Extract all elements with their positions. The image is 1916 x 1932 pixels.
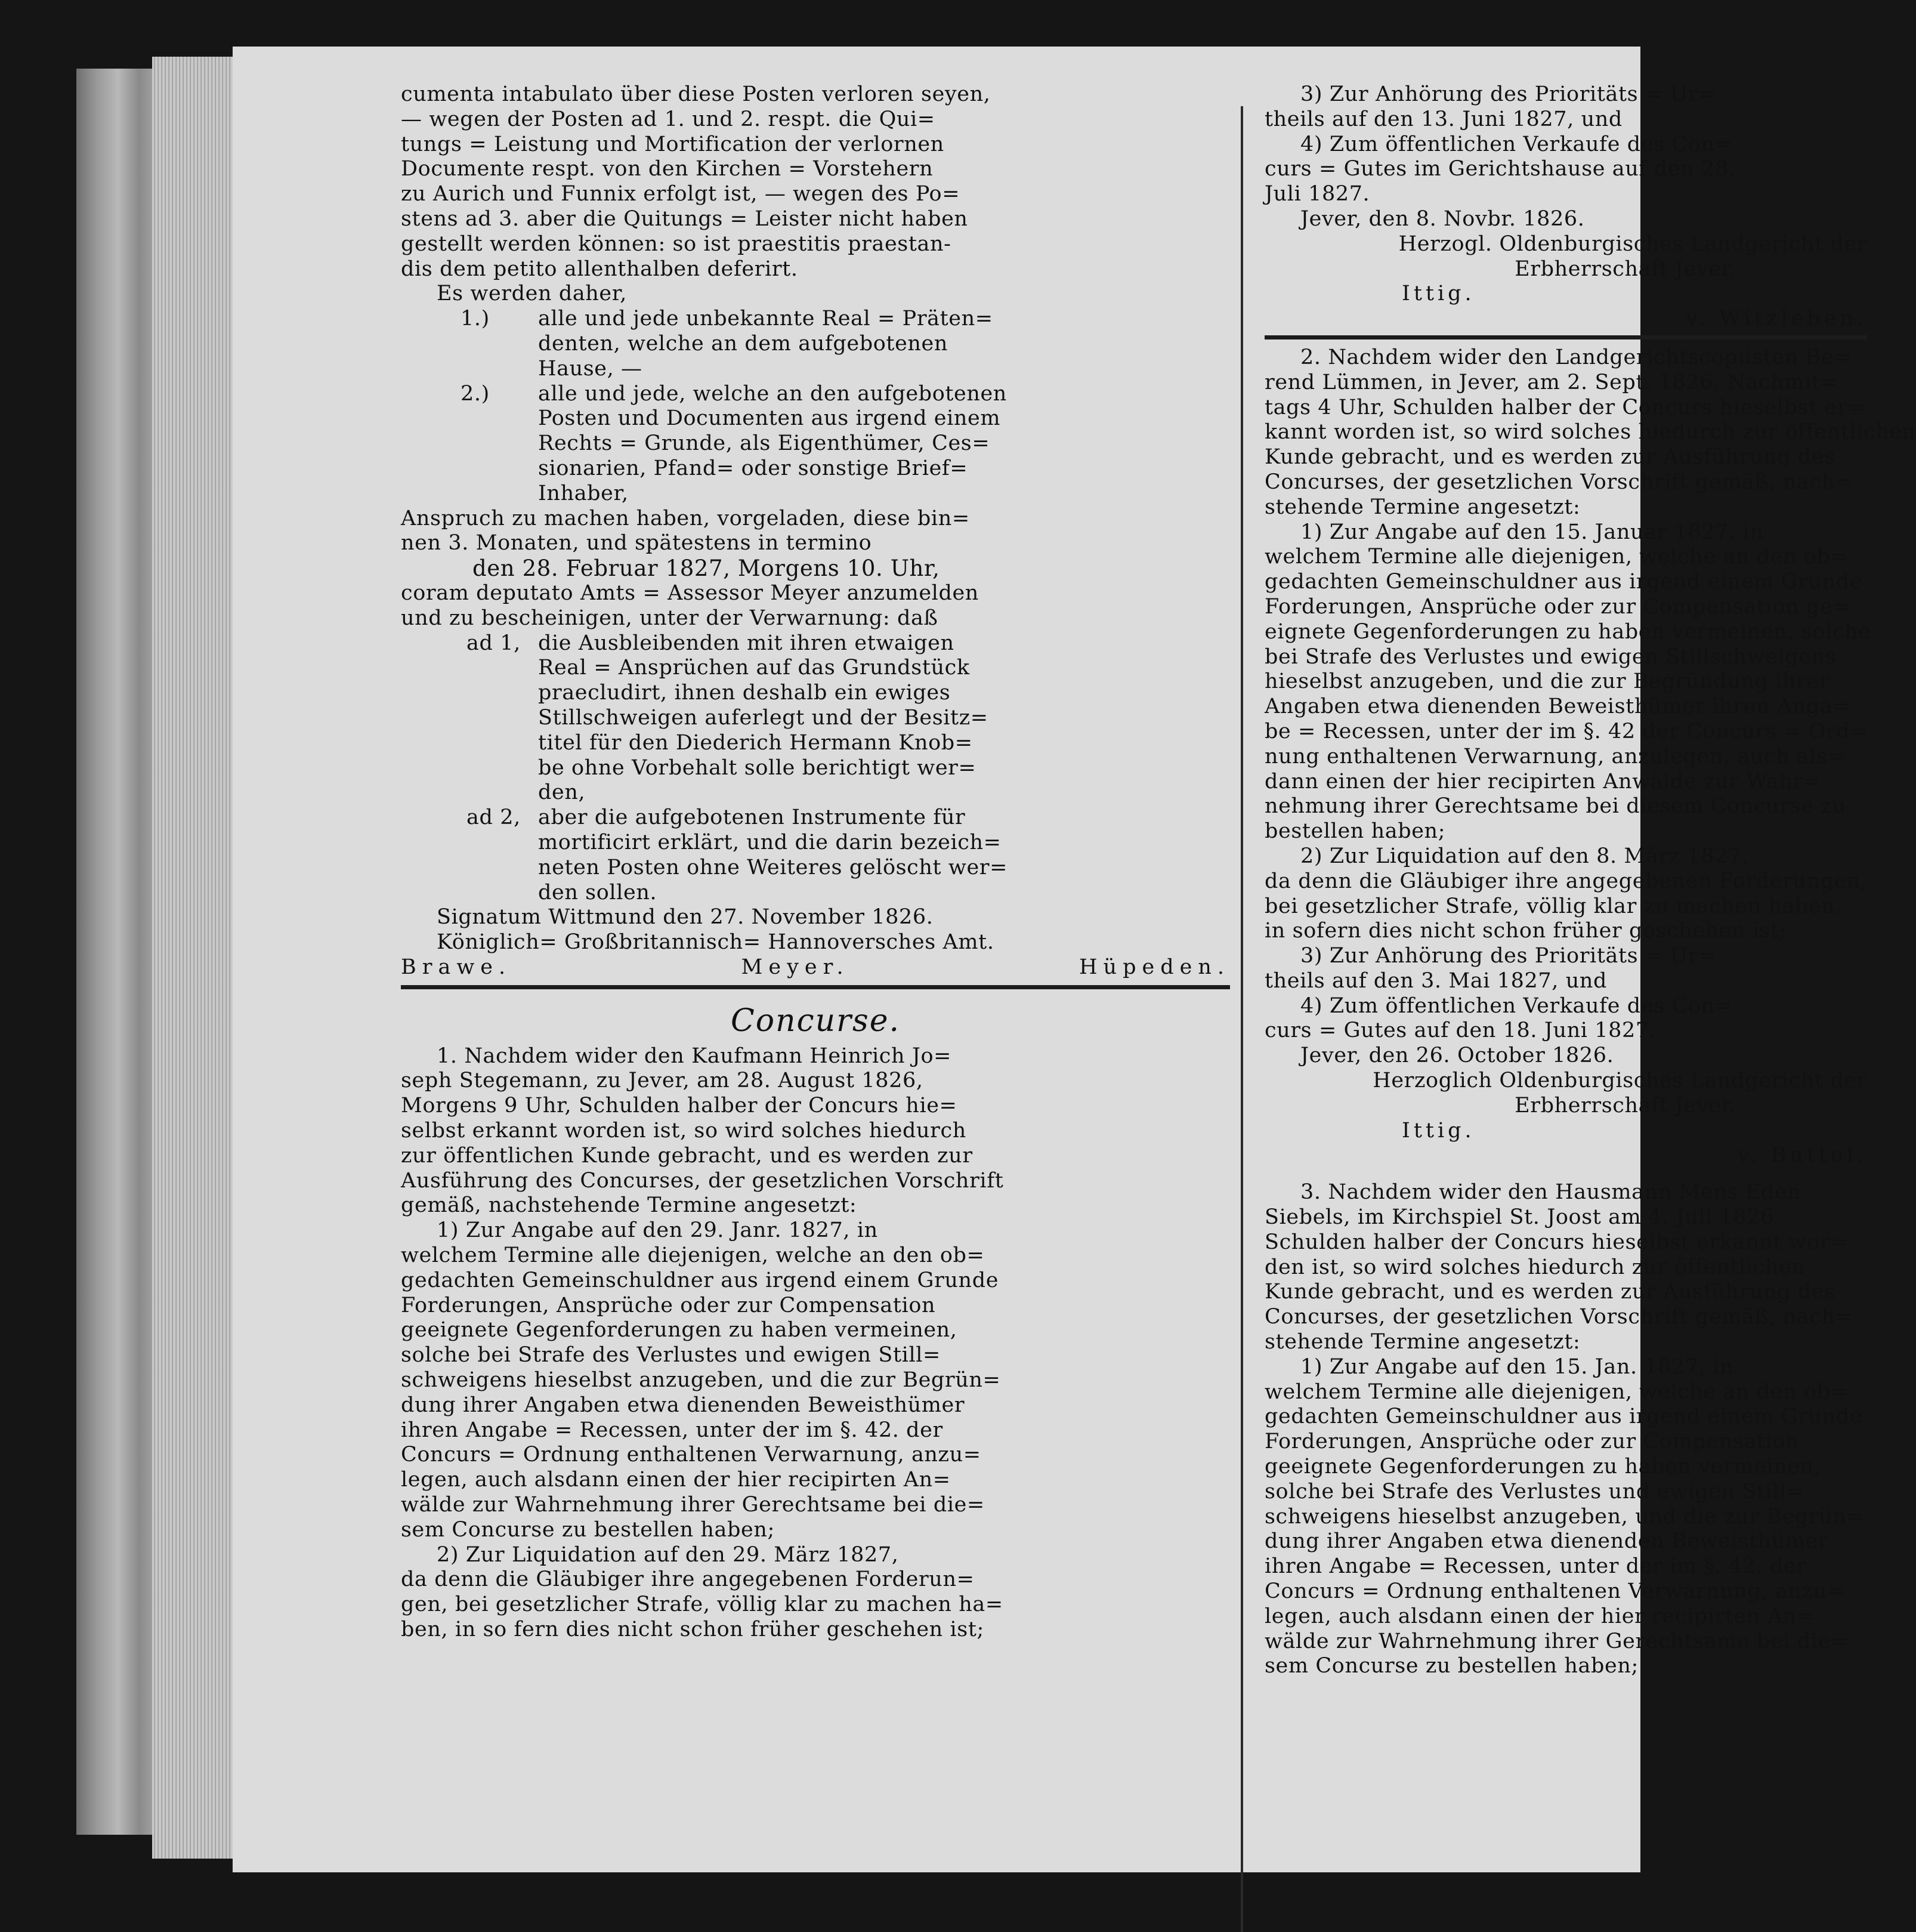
text-line: ihren Angabe = Recessen, unter der im §. 42. der <box>401 1418 943 1442</box>
section-title: Concurse. <box>730 1002 901 1039</box>
text-line: gedachten Gemeinschuldner aus irgend einem Grunde <box>1265 570 1863 594</box>
text-line: nehmung ihrer Gerechtsame bei diesem Concurse zu <box>1265 794 1846 819</box>
text-line: zur öffentlichen Kunde gebracht, und es werden zur <box>401 1143 973 1168</box>
text-line: 4) Zum öffentlichen Verkaufe des Con= <box>1300 132 1733 156</box>
text-line: welchem Termine alle diejenigen, welche an den ob= <box>1265 545 1849 569</box>
page-edges <box>152 57 236 1859</box>
text-line: Kunde gebracht, und es werden zur Ausführung des <box>1265 445 1835 470</box>
text-line: kannt worden ist, so wird solches hiedurch zur öffentlichen <box>1265 420 1916 445</box>
text-line: eignete Gegenforderungen zu haben vermeinen, solche <box>1265 619 1871 644</box>
concurs-notice-3 <box>1265 1180 1867 1679</box>
notice-rule <box>1265 335 1867 340</box>
text-line: und zu bescheinigen, unter der Verwarnung: daß <box>401 606 938 630</box>
text-line: Es werden daher, <box>437 282 627 306</box>
item-label: ad 2, <box>466 805 521 830</box>
text-line: gen, bei gesetzlicher Strafe, völlig klar zu machen ha= <box>401 1592 1003 1617</box>
book-page <box>233 47 1916 1872</box>
text-line: sionarien, Pfand= oder sonstige Brief= <box>538 456 968 480</box>
text-line: die Ausbleibenden mit ihren etwaigen <box>538 631 954 655</box>
text-line: da denn die Gläubiger ihre angegebenen Forderun= <box>401 1567 975 1592</box>
text-line: Ausführung des Concurses, der gesetzlichen Vorschrift <box>401 1168 1004 1193</box>
text-line: rend Lümmen, in Jever, am 2. Sept. 1826, Nachmit= <box>1265 370 1838 394</box>
list-item <box>401 307 1230 381</box>
text-line: gemäß, nachstehende Termine angesetzt: <box>401 1193 857 1218</box>
signature: Ittig. <box>1402 282 1475 306</box>
text-line: Real = Ansprüchen auf das Grundstück <box>538 656 970 680</box>
authority: Königlich= Großbritannisch= Hannoversches Amt. <box>437 930 994 955</box>
text-line: den ist, so wird solches hiedurch zur öffentlichen <box>1265 1255 1806 1279</box>
court-name: Erbherrschaft Jever. <box>1515 1093 1736 1118</box>
signature: v. Witzleben. <box>1686 307 1867 331</box>
text-line: 2) Zur Liquidation auf den 29. März 1827, <box>437 1542 899 1567</box>
text-line: hieselbst anzugeben, und die zur Begründung ihrer <box>1265 669 1830 694</box>
text-line: welchem Termine alle diejenigen, welche an den ob= <box>1265 1379 1849 1404</box>
text-line: dann einen der hier recipirten Anwälde zur Wahr= <box>1265 769 1821 794</box>
text-line: Juli 1827. <box>1265 182 1370 206</box>
text-line: nen 3. Monaten, und spätestens in termino <box>401 531 872 555</box>
text-line: bei Strafe des Verlustes und ewigen Stillschweigens <box>1265 644 1837 669</box>
notice-continuation <box>401 82 1230 980</box>
text-line: 3) Zur Anhörung des Prioritäts = Ur= <box>1300 82 1716 106</box>
text-line: gedachten Gemeinschuldner aus irgend einem Grunde <box>401 1268 999 1292</box>
text-line: solche bei Strafe des Verlustes und ewigen Still= <box>1265 1479 1804 1504</box>
place-date: Jever, den 26. October 1826. <box>1300 1044 1614 1068</box>
text-line: legen, auch alsdann einen der hier recipirten An= <box>401 1468 951 1492</box>
text-line: in sofern dies nicht schon früher geschehen ist; <box>1265 919 1787 943</box>
text-line: alle und jede unbekannte Real = Präten= <box>538 307 993 331</box>
text-line: denten, welche an dem aufgebotenen <box>538 331 948 356</box>
text-line: wälde zur Wahrnehmung ihrer Gerechtsame bei die= <box>401 1493 985 1517</box>
court-name: Herzoglich Oldenburgisches Landgericht der <box>1373 1069 1867 1093</box>
text-line: stehende Termine angesetzt: <box>1265 495 1581 519</box>
right-column <box>1265 82 1916 1679</box>
text-line: gestellt werden können: so ist praestitis praestan- <box>401 232 951 256</box>
text-line: da denn die Gläubiger ihre angegebenen Forderungen, <box>1265 869 1868 893</box>
text-line: schweigens hieselbst anzugeben, und die zur Begrün= <box>1265 1504 1865 1529</box>
text-line: 1) Zur Angabe auf den 29. Janr. 1827, in <box>437 1218 878 1243</box>
text-line: theils auf den 13. Juni 1827, und <box>1265 107 1623 131</box>
text-line: Concurs = Ordnung enthaltenen Verwarnung, anzu= <box>401 1443 981 1467</box>
text-line: tags 4 Uhr, Schulden halber der Concurs hieselbst er= <box>1265 395 1865 419</box>
text-line: Kunde gebracht, und es werden zur Ausführung des <box>1265 1280 1835 1304</box>
text-line: be ohne Vorbehalt solle berichtigt wer= <box>538 755 976 780</box>
text-line: den, <box>538 780 586 805</box>
text-line: — wegen der Posten ad 1. und 2. respt. die Qui= <box>401 107 935 131</box>
text-line: theils auf den 3. Mai 1827, und <box>1265 968 1608 993</box>
signature-row <box>401 955 1230 980</box>
text-line: praecludirt, ihnen deshalb ein ewiges <box>538 681 951 705</box>
item-label: 2.) <box>461 381 490 406</box>
court-name: Herzogl. Oldenburgisches Landgericht der <box>1398 232 1867 256</box>
concurs-notice-1 <box>401 1044 1230 1643</box>
signature: Ittig. <box>1402 1118 1475 1143</box>
text-line: bestellen haben; <box>1265 819 1446 844</box>
list-item <box>401 631 1230 806</box>
text-line: cumenta intabulato über diese Posten verloren seyen, <box>401 82 991 106</box>
text-line: stens ad 3. aber die Quitungs = Leister nicht haben <box>401 206 968 231</box>
text-line: bei gesetzlicher Strafe, völlig klar zu machen haben, <box>1265 894 1843 918</box>
text-line: coram deputato Amts = Assessor Meyer anzumelden <box>401 581 979 605</box>
concurs-notice-2 <box>1265 345 1916 1168</box>
text-line: legen, auch alsdann einen der hier recipirten An= <box>1265 1604 1815 1628</box>
left-column <box>401 82 1230 1643</box>
text-line: stehende Termine angesetzt: <box>1265 1330 1581 1354</box>
text-line: dung ihrer Angaben etwa dienenden Beweisthümer <box>401 1393 965 1417</box>
text-line: nung enthaltenen Verwarnung, anzulegen, auch als= <box>1265 744 1846 769</box>
list-item <box>401 382 1230 507</box>
term-date: den 28. Februar 1827, Morgens 10. Uhr, <box>472 555 940 582</box>
place-date: Jever, den 8. Novbr. 1826. <box>1300 206 1585 231</box>
text-line: geeignete Gegenforderungen zu haben vermeinen, <box>401 1318 957 1342</box>
text-line: Morgens 9 Uhr, Schulden halber der Concurs hie= <box>401 1094 957 1118</box>
signature: Meyer. <box>741 955 849 979</box>
text-line: alle und jede, welche an den aufgebotenen <box>538 381 1007 406</box>
text-line: geeignete Gegenforderungen zu haben vermeinen, <box>1265 1455 1821 1479</box>
signatum: Signatum Wittmund den 27. November 1826. <box>437 905 934 930</box>
text-line: be = Recessen, unter der im §. 42 der Concurs = Ord= <box>1265 719 1868 743</box>
item-label: ad 1, <box>466 631 521 655</box>
text-line: 4) Zum öffentlichen Verkaufe des Con= <box>1300 993 1733 1018</box>
text-line: Anspruch zu machen haben, vorgeladen, diese bin= <box>401 506 970 530</box>
text-line: ben, in so fern dies nicht schon früher geschehen ist; <box>401 1618 984 1642</box>
text-line: den sollen. <box>538 880 657 905</box>
text-line: 2. Nachdem wider den Landgerichtscopiisten Be= <box>1300 345 1852 369</box>
text-line: Rechts = Grunde, als Eigenthümer, Ces= <box>538 431 990 456</box>
text-line: Siebels, im Kirchspiel St. Joost am 4. Juli 1826 <box>1265 1205 1774 1230</box>
notice-continuation-right <box>1265 82 1867 332</box>
text-line: 1) Zur Angabe auf den 15. Januar 1827, in <box>1300 520 1764 544</box>
text-line: 1. Nachdem wider den Kaufmann Heinrich Jo= <box>437 1044 952 1068</box>
signature: Hüpeden. <box>1079 955 1230 979</box>
text-line: welchem Termine alle diejenigen, welche an den ob= <box>401 1243 985 1268</box>
text-line: Schulden halber der Concurs hieselbst erkannt wor= <box>1265 1230 1849 1254</box>
text-line: Posten und Documenten aus irgend einem <box>538 406 1001 431</box>
text-line: solche bei Strafe des Verlustes und ewigen Still= <box>401 1343 941 1368</box>
text-line: titel für den Diederich Hermann Knob= <box>538 730 973 755</box>
text-line: schweigens hieselbst anzugeben, und die zur Begrün= <box>401 1368 1001 1393</box>
text-line: dung ihrer Angaben etwa dienenden Beweisthümer <box>1265 1529 1829 1554</box>
text-line: ihren Angabe = Recessen, unter der im §. 42. der <box>1265 1554 1807 1579</box>
text-line: 1) Zur Angabe auf den 15. Jan. 1827, in <box>1300 1354 1734 1379</box>
text-line: dis dem petito allenthalben deferirt. <box>401 257 798 281</box>
signature: v. Buttel. <box>1737 1143 1867 1168</box>
text-line: Forderungen, Ansprüche oder zur Compensation ge= <box>1265 594 1851 619</box>
column-divider <box>1241 106 1243 1932</box>
text-line: Forderungen, Ansprüche oder zur Compensation <box>1265 1430 1800 1454</box>
text-line: curs = Gutes auf den 18. Juni 1827. <box>1265 1019 1657 1043</box>
text-line: 3) Zur Anhörung des Prioritäts = Ur= <box>1300 944 1716 968</box>
signature: Brawe. <box>401 955 512 979</box>
text-line: Concurses, der gesetzlichen Vorschrift gemäß, nach= <box>1265 470 1853 494</box>
text-line: neten Posten ohne Weiteres gelöscht wer= <box>538 855 1008 879</box>
text-line: tungs = Leistung und Mortification der verlornen <box>401 132 944 156</box>
text-line: seph Stegemann, zu Jever, am 28. August 1826, <box>401 1069 923 1093</box>
text-line: curs = Gutes im Gerichtshause auf den 28. <box>1265 157 1736 181</box>
text-line: Forderungen, Ansprüche oder zur Compensation <box>401 1293 936 1317</box>
text-line: aber die aufgebotenen Instrumente für <box>538 805 966 830</box>
text-line: Concurses, der gesetzlichen Vorschrift gemäß, nach= <box>1265 1305 1853 1329</box>
text-line: 3. Nachdem wider den Hausmann Mens Eden <box>1300 1180 1801 1205</box>
text-line: Stillschweigen auferlegt und der Besitz= <box>538 705 988 730</box>
text-line: gedachten Gemeinschuldner aus irgend einem Grunde <box>1265 1405 1863 1429</box>
text-line: 2) Zur Liquidation auf den 8. März 1827, <box>1300 844 1749 868</box>
text-line: wälde zur Wahrnehmung ihrer Gerechtsame bei die= <box>1265 1629 1849 1653</box>
text-line: zu Aurich und Funnix erfolgt ist, — wegen des Po= <box>401 182 960 206</box>
text-line: sem Concurse zu bestellen haben; <box>401 1517 775 1542</box>
court-name: Erbherrschaft Jever. <box>1515 257 1736 281</box>
text-line: Concurs = Ordnung enthaltenen Verwarnung, anzu= <box>1265 1579 1845 1604</box>
text-line: Documente respt. von den Kirchen = Vorstehern <box>401 157 934 181</box>
section-rule <box>401 985 1230 989</box>
text-line: Hause, — <box>538 356 642 381</box>
text-line: selbst erkannt worden ist, so wird solches hiedurch <box>401 1119 966 1143</box>
text-line: Angaben etwa dienenden Beweisthümer ihren Anga= <box>1265 695 1851 719</box>
list-item <box>401 805 1230 905</box>
text-line: sem Concurse zu bestellen haben; <box>1265 1654 1639 1678</box>
item-label: 1.) <box>461 307 490 331</box>
text-line: mortificirt erklärt, und die darin bezeich= <box>538 830 1002 854</box>
text-line: Inhaber, <box>538 481 629 505</box>
